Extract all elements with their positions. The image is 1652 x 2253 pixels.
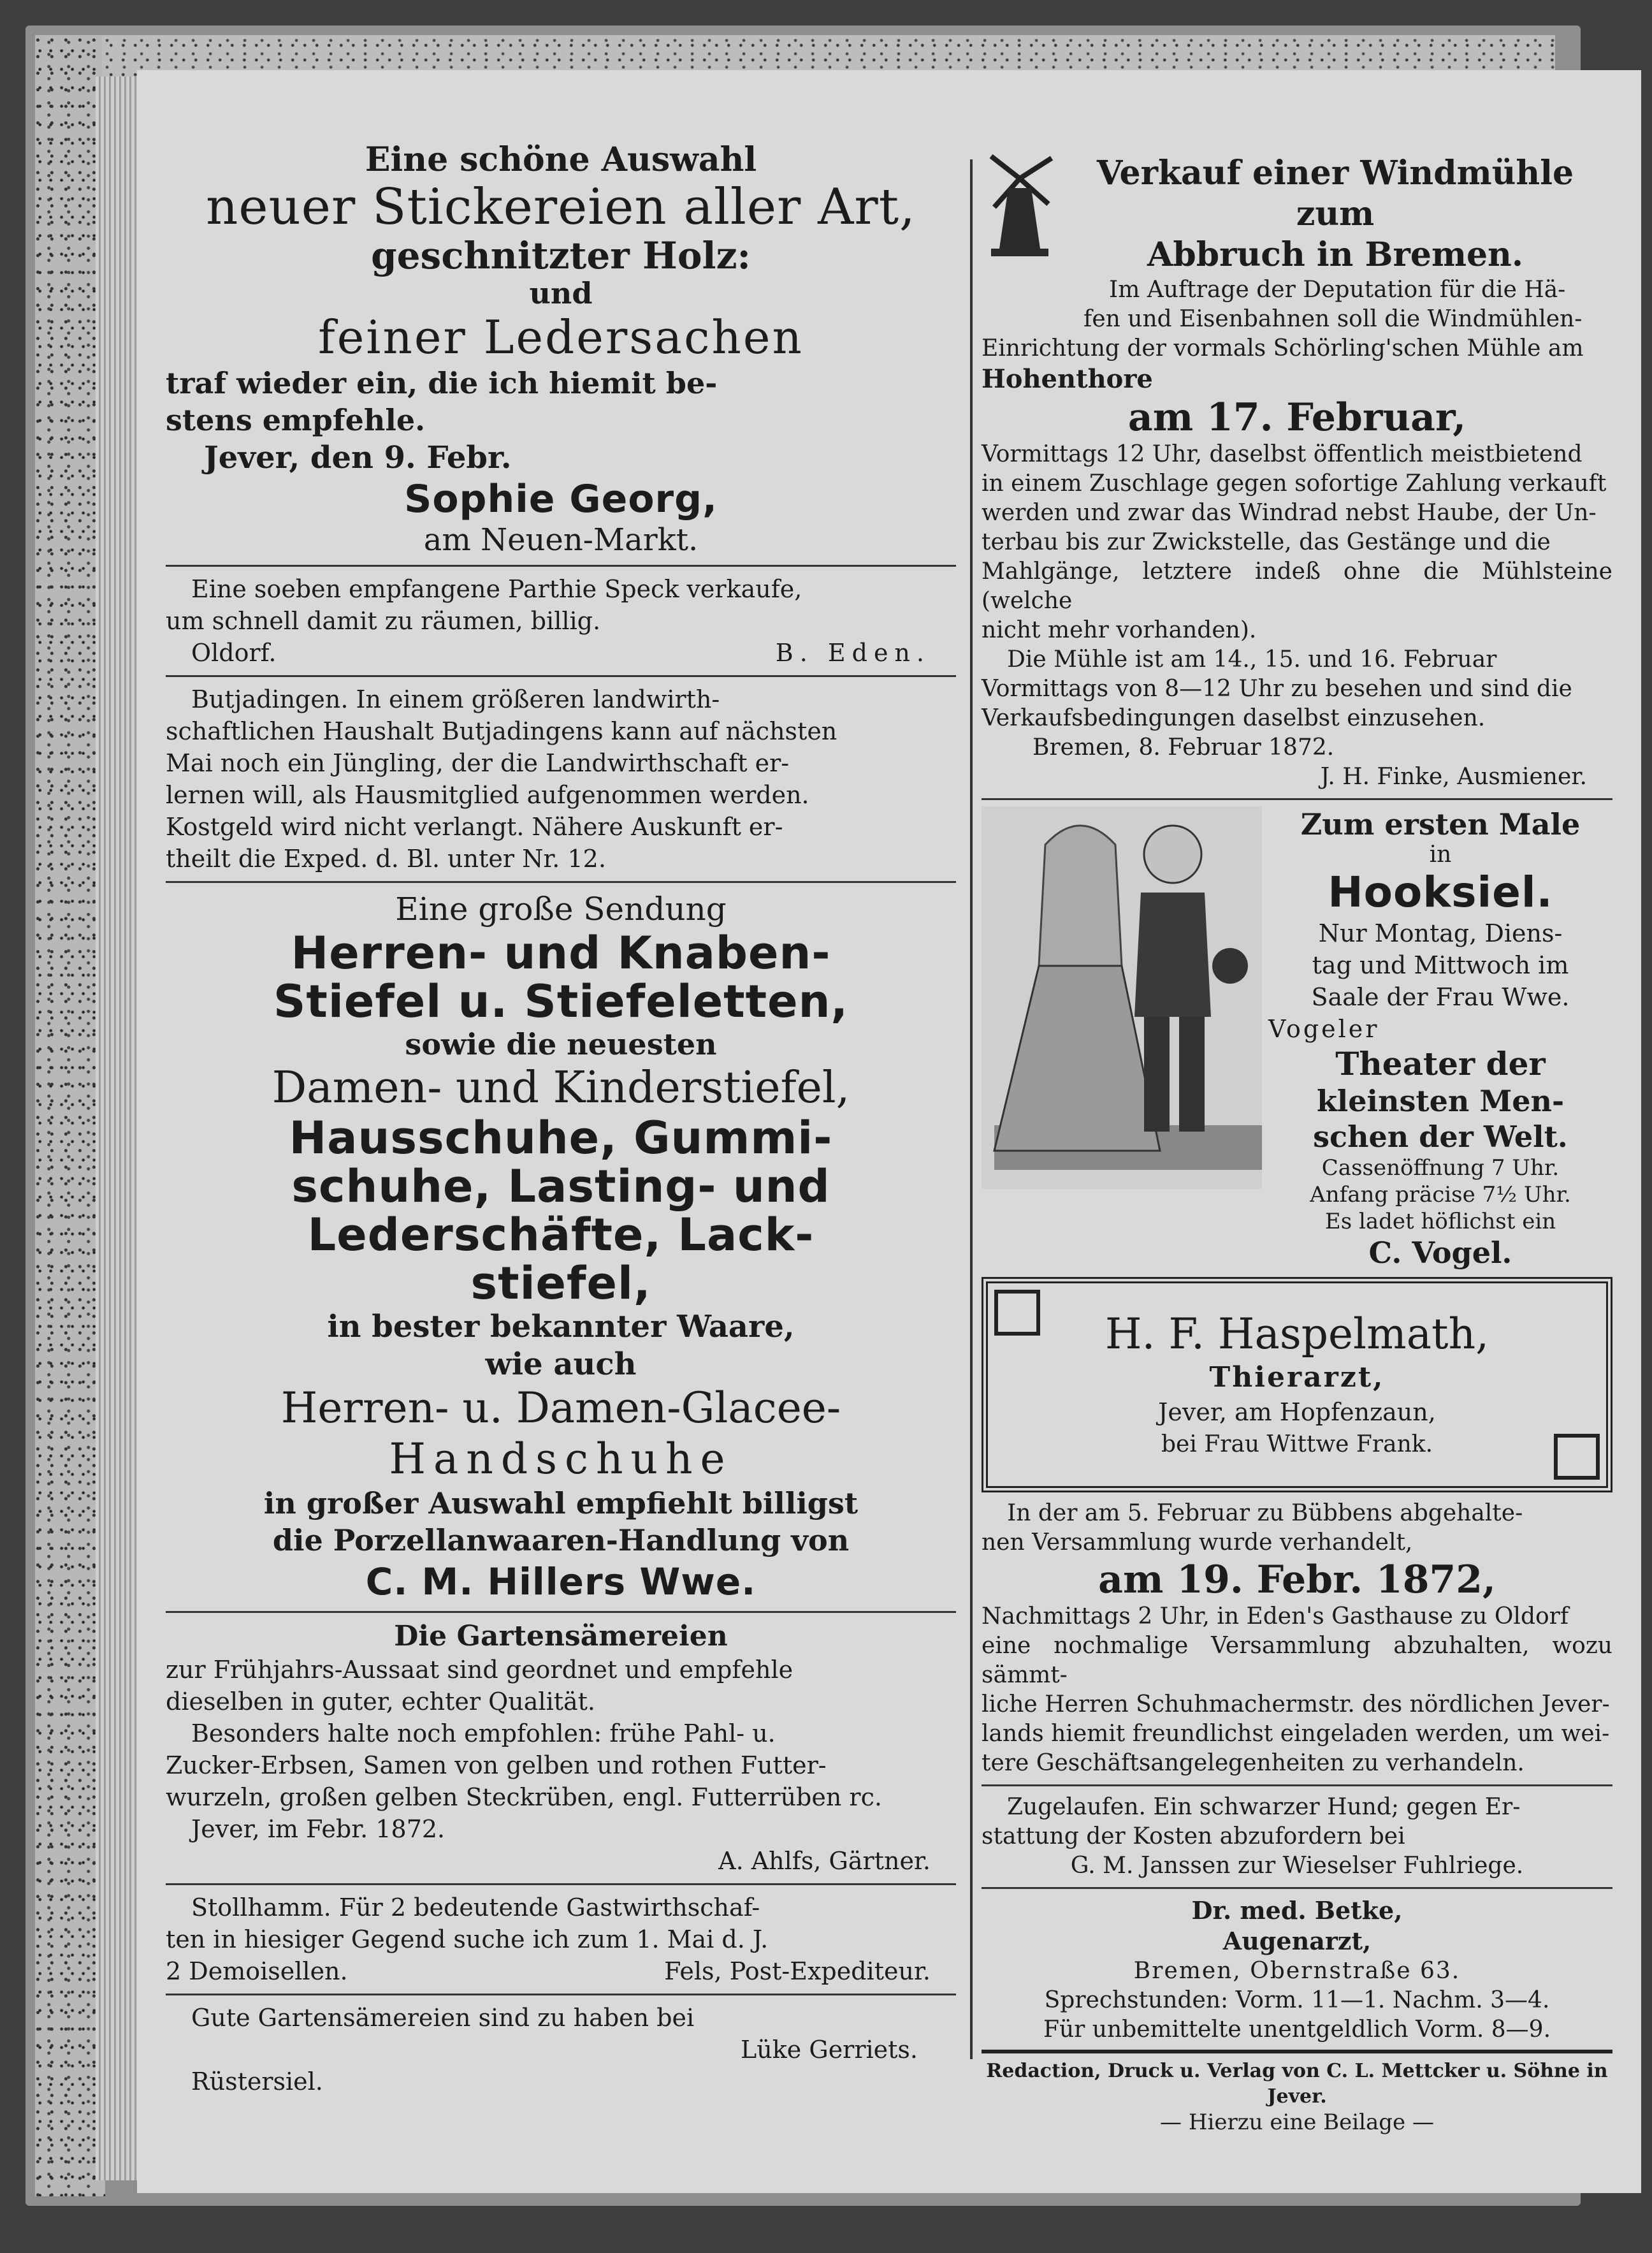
ad-line: in bester bekannter Waare, [327, 1309, 795, 1345]
ad-line: In der am 5. Februar zu Bübbens abgehalte- [1007, 1500, 1523, 1526]
ad-line: fen und Eisenbahnen soll die Windmühlen- [1083, 306, 1583, 332]
ad-line: Hausschuhe, Gummi- [289, 1112, 833, 1164]
ad-speck [166, 573, 956, 669]
right-column [982, 153, 1612, 2135]
ad-line: Hooksiel. [1328, 868, 1553, 917]
ad-line: stiefel, [470, 1257, 651, 1309]
left-column [166, 140, 956, 2097]
imprint-line: — Hierzu eine Beilage — [1160, 2110, 1434, 2135]
ad-line: am 17. Februar, [1127, 395, 1467, 440]
ad-line: in [1429, 842, 1452, 868]
ad-line: Sophie Georg, [404, 477, 718, 521]
ad-haspelmath [982, 1277, 1612, 1492]
ad-line: Vormittags von 8—12 Uhr zu besehen und sind die [982, 676, 1572, 702]
ad-gerriets [166, 2002, 956, 2097]
imprint [982, 2059, 1612, 2135]
separator [982, 1784, 1612, 1786]
ad-line: H. F. Haspelmath, [1105, 1309, 1489, 1359]
ad-line: stattung der Kosten abzufordern bei [982, 1823, 1405, 1849]
ad-line: und [529, 276, 593, 310]
ad-line: wie auch [485, 1346, 637, 1382]
ad-line: Butjadingen. In einem größeren landwirth- [191, 685, 720, 713]
ad-line: Die Mühle ist am 14., 15. und 16. Februar [1007, 646, 1497, 673]
ad-line: schen der Welt. [1313, 1119, 1568, 1154]
ad-signature: Fels, Post-Expediteur. [664, 1957, 931, 1985]
ad-line: Verkauf einer Windmühle zum [1096, 154, 1574, 233]
ad-line: um schnell damit zu räumen, billig. [166, 607, 601, 635]
ad-line: nen Versammlung wurde verhandelt, [982, 1529, 1413, 1556]
ad-line: stens empfehle. [166, 403, 426, 437]
ad-line: Cassenöffnung 7 Uhr. [1321, 1155, 1560, 1181]
ad-line: Im Auftrage der Deputation für die Hä- [1109, 277, 1566, 303]
ad-line: ten in hiesiger Gegend suche ich zum 1. Mai d. J. [166, 1925, 769, 1953]
ad-line: A. Ahlfs, Gärtner. [718, 1847, 931, 1875]
ad-line: Eine große Sendung [395, 891, 727, 928]
ad-line: Vogeler [1268, 1015, 1380, 1043]
ad-line: Herren- u. Damen-Glacee- [280, 1383, 841, 1433]
ad-stickereien [166, 140, 956, 558]
ad-line: Kostgeld wird nicht verlangt. Nähere Auskunft er- [166, 813, 783, 841]
ad-line: traf wieder ein, die ich hiemit be- [166, 366, 718, 400]
ad-line: Für unbemittelte unentgeldlich Vorm. 8—9. [1043, 2016, 1551, 2043]
ad-line: dieselben in guter, echter Qualität. [166, 1688, 595, 1716]
ad-line: schuhe, Lasting- und [291, 1160, 830, 1213]
ad-line: lands hiemit freundlichst eingeladen werden, um wei- [982, 1721, 1610, 1747]
ad-line: Hohenthore [982, 364, 1153, 394]
ad-line: Anfang präcise 7½ Uhr. [1310, 1182, 1571, 1207]
ad-line: am 19. Febr. 1872, [1098, 1557, 1496, 1602]
windmill-icon [982, 153, 1058, 261]
ad-line: Jever, am Hopfenzaun, [1158, 1398, 1436, 1426]
ad-line: Mahlgänge, letztere indeß ohne die Mühlsteine (welche [982, 558, 1612, 614]
ad-line: Vormittags 12 Uhr, daselbst öffentlich meistbietend [982, 441, 1583, 467]
separator [166, 1994, 956, 1995]
ad-line: Zucker-Erbsen, Samen von gelben und rothen Futter- [166, 1751, 827, 1779]
ad-line: am Neuen-Markt. [423, 522, 699, 558]
ad-line: C. M. Hillers Wwe. [365, 1560, 757, 1603]
couple-illustration [982, 806, 1262, 1189]
ad-line: Saale der Frau Wwe. [1311, 983, 1570, 1011]
ad-line: Herren- und Knaben- [291, 927, 831, 979]
speckled-book-edge [35, 35, 105, 2196]
ad-line: G. M. Janssen zur Wieselser Fuhlriege. [1070, 1853, 1524, 1879]
ad-line: schaftlichen Haushalt Butjadingens kann auf nächsten [166, 717, 837, 745]
ad-line: Augenarzt, [1222, 1927, 1372, 1955]
ad-line: Gute Gartensämereien sind zu haben bei [191, 2004, 695, 2032]
ad-line: Es ladet höflichst ein [1324, 1209, 1556, 1234]
ad-line: Dr. med. Betke, [1191, 1896, 1403, 1925]
ad-line: werden und zwar das Windrad nebst Haube, der Un- [982, 500, 1597, 526]
column-rule [970, 159, 973, 2059]
ad-line: Bremen, 8. Februar 1872. [1032, 734, 1335, 761]
separator [982, 798, 1612, 800]
ad-line: eine nochmalige Versammlung abzuhalten, wozu sämmt- [982, 1633, 1612, 1688]
ad-line: Lüke Gerriets. [741, 2036, 918, 2064]
ad-line: feiner Ledersachen [318, 310, 804, 364]
ad-line: Nur Montag, Diens- [1318, 919, 1563, 947]
ad-line: Sprechstunden: Vorm. 11—1. Nachm. 3—4. [1044, 1987, 1550, 2013]
ad-line: Lederschäfte, Lack- [307, 1209, 815, 1261]
ad-line: liche Herren Schuhmachermstr. des nördlichen Jever- [982, 1691, 1610, 1717]
separator [982, 1887, 1612, 1889]
ad-line: Theater der [1335, 1045, 1546, 1083]
ad-line: tag und Mittwoch im [1312, 951, 1569, 979]
ad-theater [982, 806, 1612, 1271]
ad-line: Damen- und Kinderstiefel, [272, 1063, 850, 1113]
ad-windmuehle [982, 153, 1612, 792]
ad-text: 2 Demoisellen. [166, 1957, 348, 1985]
ad-line: Einrichtung der vormals Schörling'schen Mühle am [982, 335, 1584, 361]
ad-versammlung [982, 1499, 1612, 1778]
theater-text [1268, 806, 1612, 1271]
ad-line: Bremen, Obernstraße 63. [1133, 1958, 1461, 1984]
ad-line: Jever, im Febr. 1872. [191, 1815, 446, 1843]
ad-line: Abbruch in Bremen. [1147, 235, 1523, 274]
separator [166, 1611, 956, 1613]
ad-line: Nachmittags 2 Uhr, in Eden's Gasthause zu Oldorf [982, 1603, 1569, 1630]
ad-line: Verkaufsbedingungen daselbst einzusehen. [982, 705, 1486, 731]
ad-line: nicht mehr vorhanden). [982, 617, 1257, 643]
separator [166, 675, 956, 677]
ad-line: J. H. Finke, Ausmiener. [1320, 764, 1587, 790]
ad-line: zur Frühjahrs-Aussaat sind geordnet und empfehle [166, 1656, 793, 1684]
ad-line: kleinsten Men- [1316, 1084, 1565, 1118]
ad-line: Eine soeben empfangene Parthie Speck verkaufe, [191, 575, 802, 603]
ad-augenarzt [982, 1895, 1612, 2045]
ad-line [166, 637, 956, 669]
ad-line: sowie die neuesten [405, 1027, 717, 1061]
ad-line: Die Gartensämereien [394, 1620, 728, 1652]
ad-line: lernen will, als Hausmitglied aufgenommen werden. [166, 781, 809, 809]
ad-line: Zum ersten Male [1300, 807, 1581, 842]
ad-place: Oldorf. [191, 639, 277, 667]
ad-signature: B. Eden. [775, 639, 931, 667]
ad-line: bei Frau Wittwe Frank. [1161, 1431, 1433, 1457]
ad-line: Mai noch ein Jüngling, der die Landwirthschaft er- [166, 749, 790, 777]
ad-line [166, 1955, 956, 1987]
ad-line: neuer Stickereien aller Art, [206, 179, 916, 236]
ad-hund [982, 1793, 1612, 1881]
imprint-line: Redaction, Druck u. Verlag von C. L. Mettcker u. Söhne in Jever. [986, 2060, 1608, 2108]
ad-line: Jever, den 9. Febr. [204, 440, 512, 476]
ad-line: C. Vogel. [1368, 1236, 1512, 1270]
ad-line: wurzeln, großen gelben Steckrüben, engl. Futterrüben rc. [166, 1783, 882, 1811]
ad-line: Handschuhe [389, 1434, 733, 1484]
ad-butjadingen [166, 683, 956, 875]
ad-gartensaemereien [166, 1619, 956, 1877]
footer-rule [982, 2050, 1612, 2053]
page-stack [96, 77, 140, 2180]
ad-line: Stiefel u. Stiefeletten, [273, 975, 848, 1028]
ad-line: Eine schöne Auswahl [365, 140, 757, 179]
ad-line: terbau bis zur Zwickstelle, das Gestänge und die [982, 529, 1551, 555]
ad-line: Thierarzt, [1209, 1361, 1385, 1394]
ad-line: geschnitzter Holz: [371, 234, 751, 277]
ad-line: theilt die Exped. d. Bl. unter Nr. 12. [166, 845, 606, 873]
ad-line: tere Geschäftsangelegenheiten zu verhandeln. [982, 1750, 1525, 1776]
separator [166, 881, 956, 883]
ad-line: in einem Zuschlage gegen sofortige Zahlung verkauft [982, 470, 1607, 497]
ad-stiefel [166, 889, 956, 1605]
ad-line: Zugelaufen. Ein schwarzer Hund; gegen Er- [1007, 1794, 1521, 1820]
ad-line: Besonders halte noch empfohlen: frühe Pahl- u. [191, 1719, 776, 1747]
ad-line: Stollhamm. Für 2 bedeutende Gastwirthschaf- [191, 1893, 760, 1921]
ad-line: die Porzellanwaaren-Handlung von [272, 1523, 850, 1557]
ad-line: in großer Auswahl empfiehlt billigst [263, 1486, 859, 1520]
separator [166, 565, 956, 567]
separator [166, 1883, 956, 1885]
windmill-header [982, 153, 1612, 275]
windmill-title [1058, 153, 1612, 275]
ad-stollhamm [166, 1892, 956, 1987]
ad-line: Rüstersiel. [191, 2067, 323, 2096]
